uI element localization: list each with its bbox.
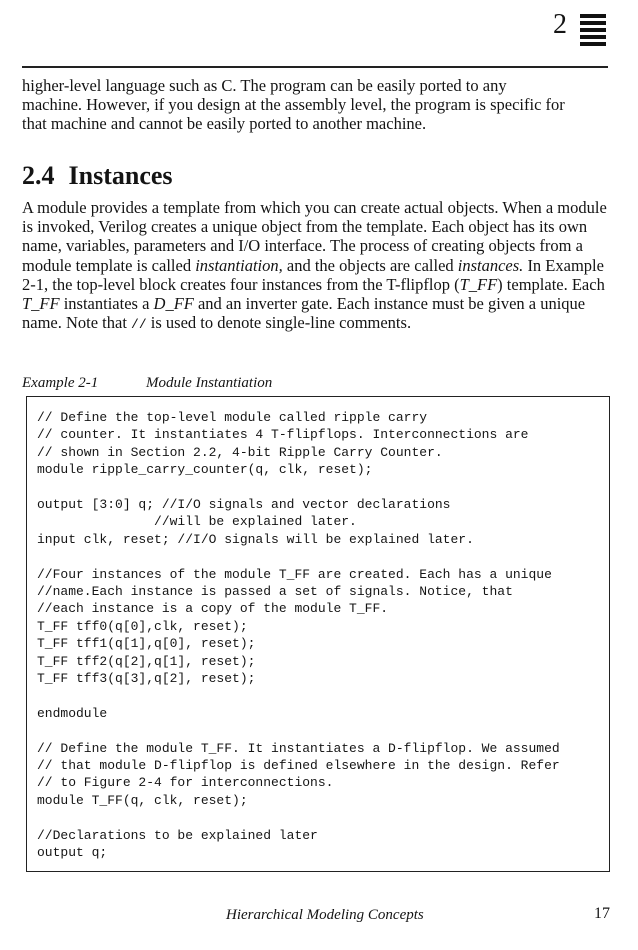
- term-dff: D_FF: [153, 294, 194, 314]
- code-line: T_FF tff0(q[0],clk, reset);: [37, 618, 248, 634]
- code-line: // that module D-flipflop is defined elsewhere in the design. Refer: [37, 758, 560, 774]
- body-text-run: In Example 2-1, the top-level block creates four instances from the T-flipflop (: [22, 255, 604, 294]
- intro-line: that machine and cannot be easily ported to another machine.: [22, 114, 427, 133]
- term-instances: instances.: [457, 255, 524, 275]
- body-text-run: is used to denote single-line comments.: [146, 313, 412, 333]
- code-line: T_FF tff1(q[1],q[0], reset);: [37, 636, 256, 652]
- code-line: output q;: [37, 845, 108, 861]
- code-line: // Define the top-level module called ripple carry: [37, 410, 428, 425]
- code-line: input clk, reset; //I/O signals will be explained later.: [37, 531, 474, 547]
- section-number: 2.4: [22, 161, 55, 190]
- example-title: Module Instantiation: [146, 375, 273, 391]
- code-line: output [3:0] q; //I/O signals and vector declarations: [37, 497, 451, 513]
- comment-token: //: [131, 317, 147, 333]
- code-line: [37, 479, 609, 496]
- body-text-run: and the objects are called: [282, 255, 458, 275]
- intro-line: machine. However, if you design at the assembly level, the program is specific for: [22, 95, 565, 114]
- code-line: //each instance is a copy of the module T_FF.: [37, 601, 389, 617]
- header-rule: [22, 66, 608, 68]
- code-line: module ripple_carry_counter(q, clk, reset);: [37, 462, 373, 478]
- running-footer-title: Hierarchical Modeling Concepts: [226, 907, 424, 923]
- code-line: [37, 687, 609, 704]
- section-heading: [22, 160, 173, 192]
- term-tff: T_FF: [22, 294, 60, 314]
- code-line: endmodule: [37, 705, 108, 721]
- code-line: [37, 548, 609, 565]
- code-line: // shown in Section 2.2, 4-bit Ripple Carry Counter.: [37, 444, 443, 460]
- code-line: // to Figure 2-4 for interconnections.: [37, 775, 334, 791]
- code-line: [37, 809, 609, 826]
- example-label: Example 2-1: [22, 375, 99, 391]
- code-line: [37, 722, 609, 739]
- body-text-run: and an inverter gate. Each instance must be given a unique name. Note that: [22, 294, 586, 333]
- code-line: module T_FF(q, clk, reset);: [37, 792, 248, 808]
- section-body-paragraph: [22, 198, 612, 334]
- code-line: T_FF tff2(q[2],q[1], reset);: [37, 653, 256, 669]
- chapter-number: 2: [553, 9, 567, 40]
- intro-line: higher-level language such as C. The program can be easily ported to any: [22, 76, 507, 95]
- code-line: // counter. It instantiates 4 T-flipflops. Interconnections are: [37, 427, 529, 443]
- chapter-tab-marker: [580, 14, 606, 49]
- code-line: //Declarations to be explained later: [37, 827, 318, 843]
- intro-paragraph: [22, 76, 612, 133]
- code-line: //will be explained later.: [37, 514, 357, 530]
- page-number: 17: [594, 905, 610, 922]
- section-title: Instances: [68, 161, 173, 190]
- code-listing: [26, 396, 610, 872]
- example-caption: [22, 375, 272, 392]
- body-text-run: A module provides a template from which you can create actual objects. When a module is invoked, Verilog creates a unique object from the template. Each object has its own name, variables, parameters and I/O interface. The process of creating objects from a module template is called: [22, 198, 607, 275]
- term-instantiation: instantiation,: [195, 255, 283, 275]
- body-text-run: instantiates a: [59, 294, 154, 314]
- body-text-run: ) template. Each: [497, 274, 605, 294]
- code-line: //name.Each instance is passed a set of signals. Notice, that: [37, 584, 513, 600]
- term-tff: T_FF: [459, 274, 498, 294]
- code-line: T_FF tff3(q[3],q[2], reset);: [37, 671, 256, 687]
- code-line: // Define the module T_FF. It instantiates a D-flipflop. We assumed: [37, 740, 560, 756]
- code-line: //Four instances of the module T_FF are created. Each has a unique: [37, 566, 552, 582]
